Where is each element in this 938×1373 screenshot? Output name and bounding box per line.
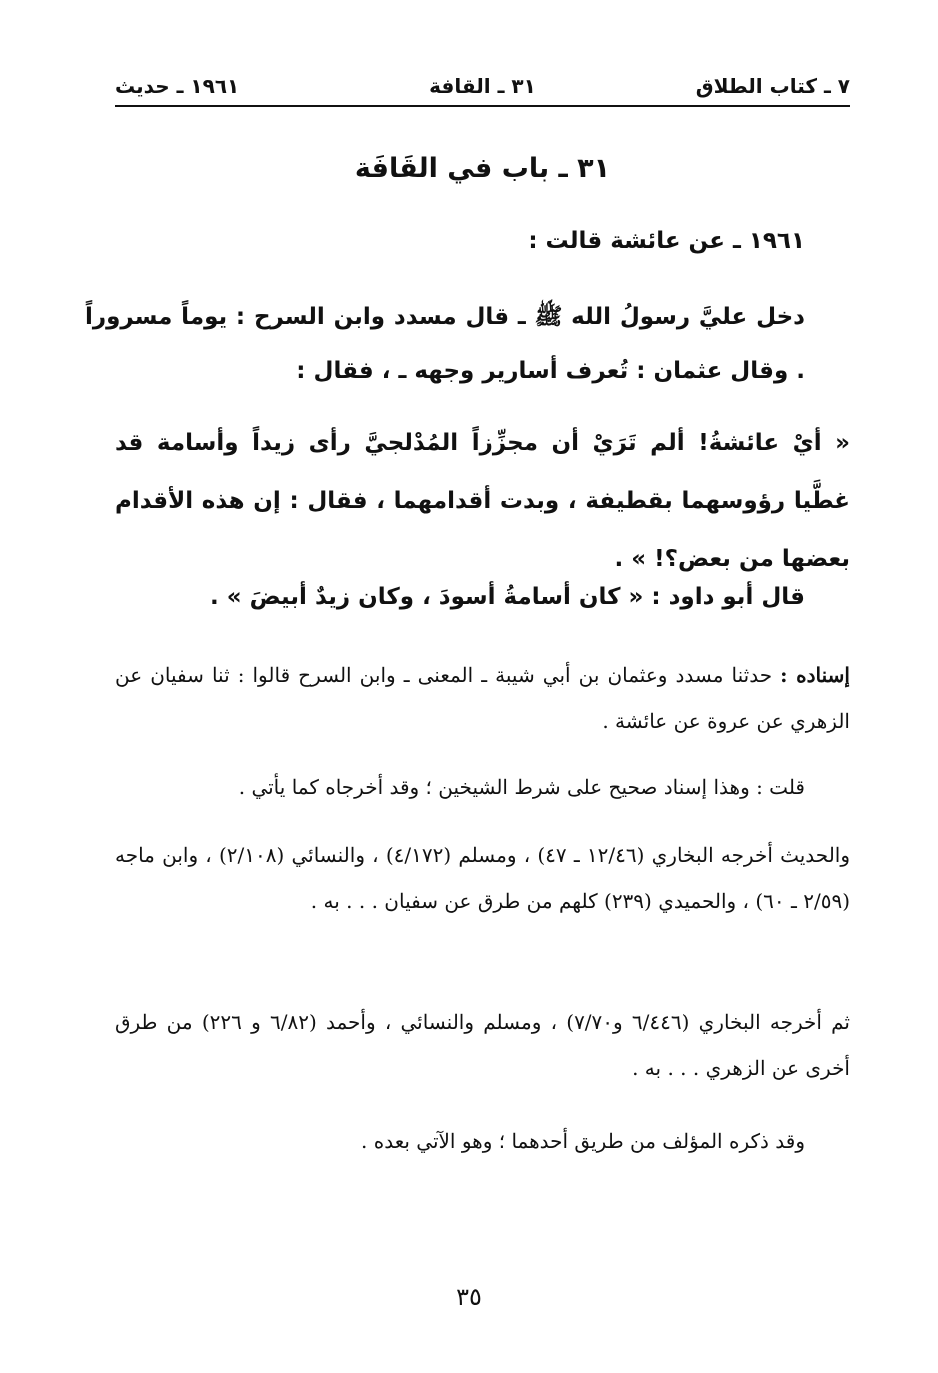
header-book-title: ٧ ـ كتاب الطلاق [695,74,850,98]
header-chapter: ٣١ ـ القافة [429,74,536,98]
page-number: ٣٥ [456,1283,482,1311]
running-header [115,66,850,106]
isnad-note [115,652,850,744]
hadith-text-part-1: دخل عليَّ رسولُ الله ﷺ ـ قال مسدد وابن السرح : يوماً مسروراً . وقال عثمان : تُعرف أسارير وجهه ـ ، فقال : [85,304,805,384]
takhrij-note-1: والحديث أخرجه البخاري (١٢/٤٦ ـ ٤٧) ، ومسلم (٤/١٧٢) ، والنسائي (٢/١٠٨) ، وابن ماجه (٢/٥٩ ـ ٦٠) ، والحميدي (٢٣٩) كلهم من طرق عن سفيان . . . به . [115,843,851,913]
takhrij-note-2: ثم أخرجه البخاري (٦/٤٤٦ و٧/٧٠) ، ومسلم والنسائي ، وأحمد (٦/٨٢ و ٢٢٦) من طرق أخرى عن الزهري . . . به . [115,1010,850,1080]
closing-note: وقد ذكره المؤلف من طريق أحدهما ؛ وهو الآتي بعده . [361,1129,805,1153]
isnad-label: إسناده : [780,663,850,687]
hadith-text-part-2: « أيْ عائشةُ! ألم تَرَيْ أن مجزِّزاً المُدْلجيَّ رأى زيداً وأسامة قد غطَّيا رؤوسهما بقطيفة ، وبدت أقدامهما ، فقال : إن هذه الأقدام بعضها من بعض؟! » . [115,430,850,572]
isnad-text: حدثنا مسدد وعثمان بن أبي شيبة ـ المعنى ـ وابن السرح قالوا : ثنا سفيان عن الزهري عن عروة عن عائشة . [115,663,850,733]
header-divider [115,105,850,107]
abu-dawud-comment: قال أبو داود : « كان أسامةُ أسودَ ، وكان زيدٌ أبيضَ » . [210,584,805,610]
chapter-title: ٣١ ـ باب في القَافَة [354,153,611,184]
grading-note: قلت : وهذا إسناد صحيح على شرط الشيخين ؛ وقد أخرجاه كما يأتي . [238,775,805,799]
header-hadith-number: ١٩٦١ ـ حديث [115,74,240,98]
hadith-heading: ١٩٦١ ـ عن عائشة قالت : [528,228,805,254]
